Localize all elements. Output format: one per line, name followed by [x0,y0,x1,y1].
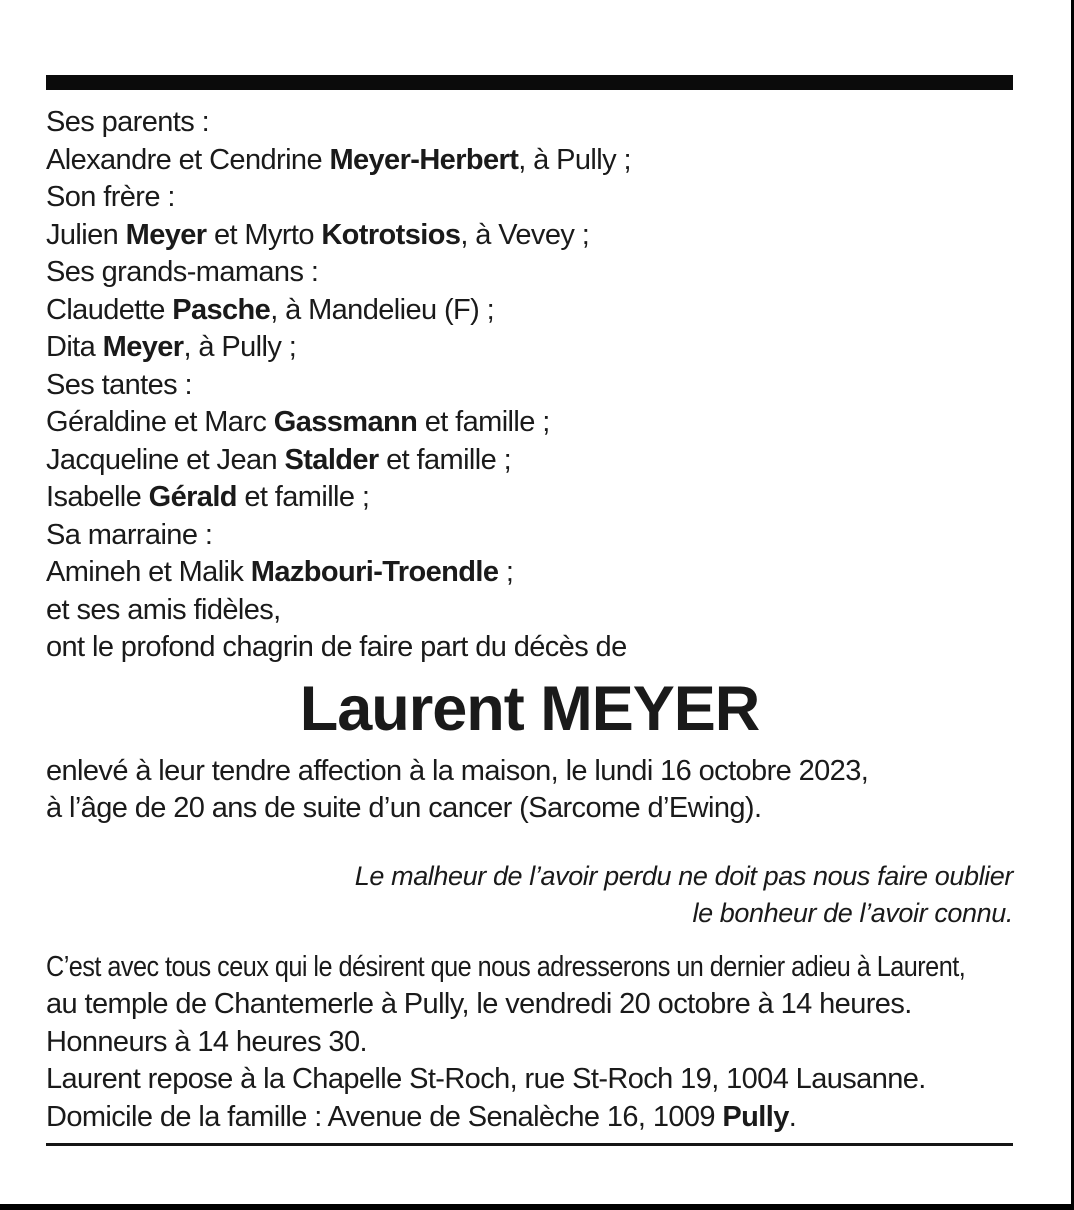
text-line: enlevé à leur tendre affection à la maison, le lundi 16 octobre 2023, [46,754,869,787]
text-line: Son frère : [46,181,175,213]
text-line: Sa marraine : [46,518,213,551]
bottom-divider-rule [46,1143,1013,1146]
text-line: Le malheur de l’avoir perdu ne doit pas nous faire oublier [354,860,1013,891]
text-line: Dita Meyer, à Pully ; [46,331,297,363]
text-line: Domicile de la famille : Avenue de Senalèche 16, 1009 Pully. [46,1100,797,1133]
text-line: ont le profond chagrin de faire part du décès de [46,631,627,663]
text-line: Amineh et Malik Mazbouri-Troendle ; [46,556,514,588]
text-line: le bonheur de l’avoir connu. [692,898,1013,928]
text-line: Laurent repose à la Chapelle St-Roch, rue St-Roch 19, 1004 Lausanne. [46,1063,926,1095]
death-details [46,753,1013,828]
deceased-name: Laurent MEYER [299,673,760,744]
text-line: Géraldine et Marc Gassmann et famille ; [46,406,550,438]
family-list [46,104,1013,667]
scan-bottom-edge [0,1204,1074,1210]
text-line: Claudette Pasche, à Mandelieu (F) ; [46,293,495,326]
text-line: Ses tantes : [46,368,192,401]
text-line: à l’âge de 20 ans de suite d’un cancer (Sarcome d’Ewing). [46,792,762,824]
text-line: au temple de Chantemerle à Pully, le vendredi 20 octobre à 14 heures. [46,988,912,1020]
notice-content [46,104,1013,1136]
text-line: Honneurs à 14 heures 30. [46,1025,367,1058]
text-line: Ses grands-mamans : [46,256,319,288]
text-line: C’est avec tous ceux qui le désirent que nous adresserons un dernier adieu à Laurent, [46,950,966,983]
text-line: Ses parents : [46,106,210,138]
ceremony-details [46,949,1013,1137]
text-line: Jacqueline et Jean Stalder et famille ; [46,443,512,476]
text-line: Isabelle Gérald et famille ; [46,481,370,513]
text-line: Alexandre et Cendrine Meyer-Herbert, à Pully ; [46,143,631,176]
text-line: et ses amis fidèles, [46,593,281,626]
text-line: Julien Meyer et Myrto Kotrotsios, à Vevey ; [46,218,590,251]
top-divider-bar [46,75,1013,90]
epitaph-quote [46,858,1013,933]
